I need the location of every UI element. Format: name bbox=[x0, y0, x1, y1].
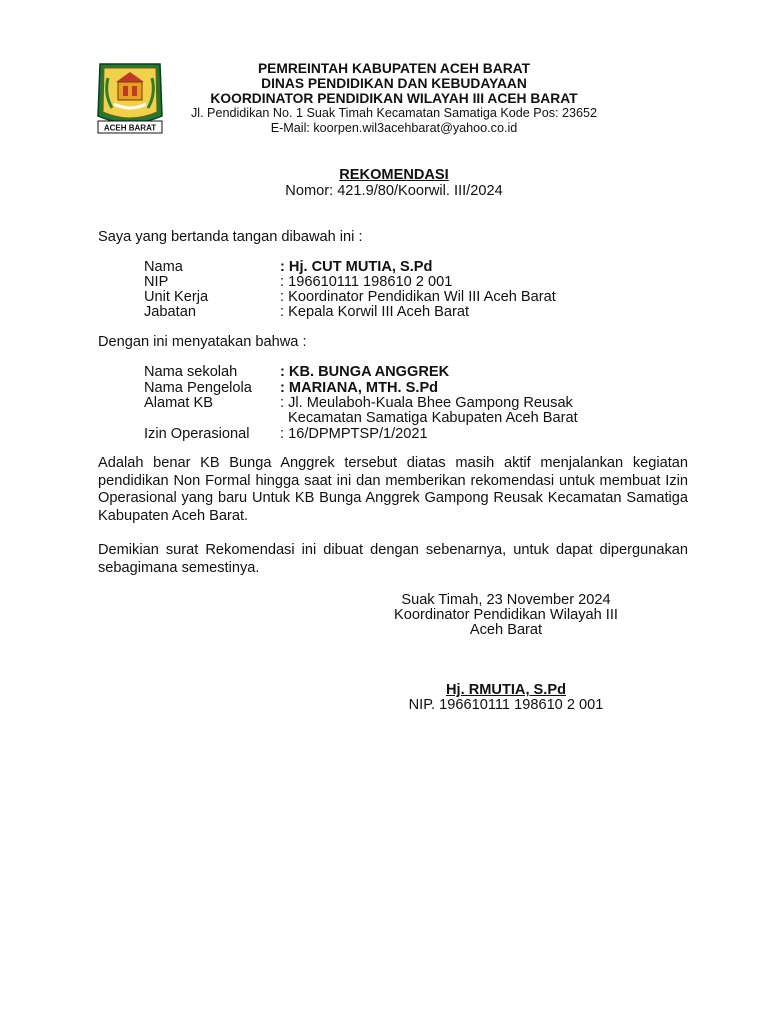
letterhead-email: E-Mail: koorpen.wil3acehbarat@yahoo.co.id bbox=[270, 121, 518, 135]
field-label: Nama Pengelola bbox=[144, 380, 252, 396]
letterhead-line-2: DINAS PENDIDIKAN DAN KEBUDAYAAN bbox=[261, 76, 527, 91]
field-label: Unit Kerja bbox=[144, 289, 209, 305]
field-label: Alamat KB bbox=[144, 395, 213, 411]
letterhead-line-3: KOORDINATOR PENDIDIKAN WILAYAH III ACEH BARAT bbox=[210, 91, 578, 106]
field-label: Izin Operasional bbox=[144, 426, 250, 442]
aceh-barat-logo bbox=[90, 58, 170, 136]
field-label: Nama sekolah bbox=[144, 364, 238, 380]
field-value: : Jl. Meulaboh-Kuala Bhee Gampong Reusak bbox=[280, 395, 573, 411]
field-value: : Kepala Korwil III Aceh Barat bbox=[280, 304, 470, 320]
signature-region: Aceh Barat bbox=[469, 622, 543, 638]
letterhead-line-1: PEMREINTAH KABUPATEN ACEH BARAT bbox=[257, 61, 531, 76]
field-label: NIP bbox=[144, 274, 169, 290]
letterhead-address: Jl. Pendidikan No. 1 Suak Timah Kecamatan Samatiga Kode Pos: 23652 bbox=[190, 106, 598, 120]
svg-text:ACEH BARAT: ACEH BARAT bbox=[103, 123, 157, 133]
field-label: Jabatan bbox=[144, 304, 196, 320]
field-value-continued: Kecamatan Samatiga Kabupaten Aceh Barat bbox=[288, 410, 578, 426]
signatory-nip: NIP. 196610111 198610 2 001 bbox=[408, 697, 604, 713]
signature-place-date: Suak Timah, 23 November 2024 bbox=[401, 592, 611, 608]
body-paragraph: Adalah benar KB Bunga Anggrek tersebut diatas masih aktif menjalankan kegiatan pendidikan Non Formal hingga saat ini dan memberikan rekomendasi untuk membuat Izin Operasional yang baru Untuk KB Bunga Anggrek Gampong Reusak Kecamatan Samatiga Kabupaten Aceh Barat. bbox=[98, 455, 688, 524]
statement-text: Dengan ini menyatakan bahwa : bbox=[98, 334, 307, 350]
field-value: : MARIANA, MTH. S.Pd bbox=[280, 380, 439, 396]
document-number: Nomor: 421.9/80/Koorwil. III/2024 bbox=[285, 183, 503, 199]
document-title: REKOMENDASI bbox=[339, 167, 449, 183]
closing-paragraph: Demikian surat Rekomendasi ini dibuat dengan sebenarnya, untuk dapat dipergunakan sebagimana semestinya. bbox=[98, 542, 688, 576]
field-value: : Koordinator Pendidikan Wil III Aceh Barat bbox=[280, 289, 556, 305]
field-label: Nama bbox=[144, 259, 183, 275]
signature-position: Koordinator Pendidikan Wilayah III bbox=[394, 607, 618, 623]
field-value: : Hj. CUT MUTIA, S.Pd bbox=[280, 259, 433, 275]
signatory-name: Hj. RMUTIA, S.Pd bbox=[446, 682, 566, 698]
field-value: : 196610111 198610 2 001 bbox=[280, 274, 453, 290]
intro-text: Saya yang bertanda tangan dibawah ini : bbox=[98, 229, 363, 245]
field-value: : KB. BUNGA ANGGREK bbox=[280, 364, 450, 380]
field-value: : 16/DPMPTSP/1/2021 bbox=[280, 426, 428, 442]
